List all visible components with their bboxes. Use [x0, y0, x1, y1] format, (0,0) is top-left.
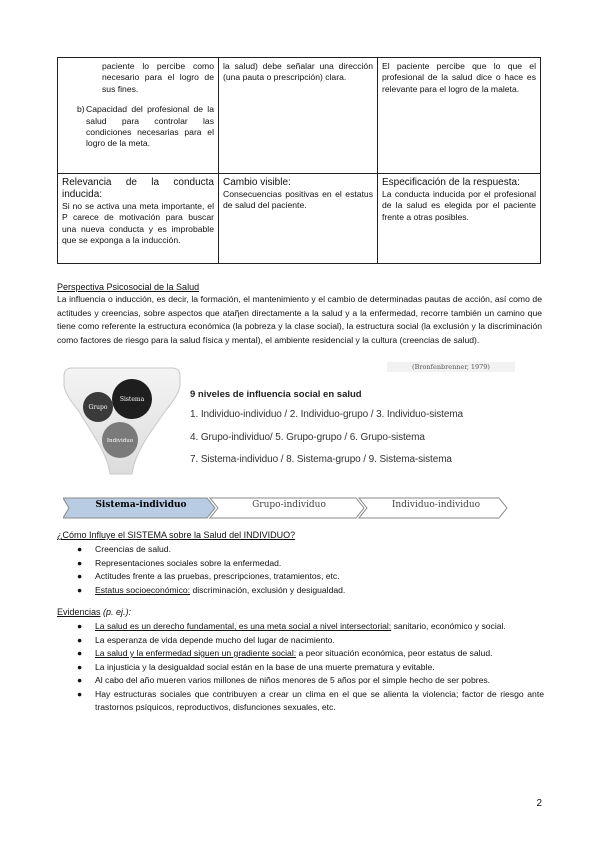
cell-text: la salud) debe señalar una dirección (una pauta o prescripción) clara. — [223, 61, 373, 83]
bullet-icon: ● — [77, 571, 83, 581]
section-title: Perspectiva Psicosocial de la Salud — [57, 282, 200, 292]
funnel-diagram — [62, 364, 182, 482]
table-cell — [58, 58, 219, 174]
table-cell — [219, 58, 378, 174]
cell-text: Consecuencias positivas en el estatus de salud del paciente. — [223, 189, 373, 211]
list-item: ● Hay estructuras sociales que contribuyen a crear un clima en el que se alienta la violencia; factor de riesgo ante trastornos psíquicos, reproductivos, disfunciones sexuales, etc. — [77, 688, 544, 712]
item-text: Capacidad del profesional de la salud para controlar las condiciones necesarias para el logro de la meta. — [86, 104, 214, 149]
bullet-icon: ● — [77, 544, 83, 554]
table-cell — [58, 174, 219, 264]
cell-heading: Cambio visible: — [223, 177, 291, 188]
evidence-title: Evidencias (p. ej.): — [57, 607, 132, 617]
table-cell — [219, 174, 378, 264]
bullet-icon: ● — [77, 688, 83, 699]
evidence-list — [75, 620, 544, 715]
system-label: Sistema — [119, 396, 145, 403]
influence-figure — [62, 362, 535, 484]
comparison-table — [57, 57, 541, 264]
bullet-icon: ● — [77, 621, 83, 631]
cell-text: El paciente percibe que lo que el profesional de la salud dice o hace es relevante para el logro de la maleta. — [382, 61, 536, 94]
system-influence-list — [75, 543, 540, 597]
levels-line-3: 7. Sistema-individuo / 8. Sistema-grupo / 9. Sistema-sistema — [190, 454, 452, 465]
bullet-icon: ● — [77, 661, 83, 672]
list-item: ● Actitudes frente a las pruebas, prescripciones, tratamientos, etc. — [75, 570, 540, 584]
list-item: ● Al cabo del año mueren varios millones de niños menores de 5 años por el simple hecho de ser pobres. — [75, 674, 544, 688]
bullet-icon: ● — [77, 584, 83, 595]
intro-paragraph: La influencia o inducción, es decir, la formación, el mantenimiento y el cambio de determinadas pautas de acción, así como de actitudes y creencias, sobre aspectos que ataῆen directamente a la salud y a la enfermedad, recorre también un camino que tiene como referente la estructura económica (la pobreza y la clase social), la estructura social (la exclusión y la discriminación como factores de riesgo para la salud física y mental), el ambiente residencial y la cultura (creencias de salud). — [57, 294, 542, 345]
list-item: ● La salud es un derecho fundamental, es una meta social a nivel intersectorial: sanitario, económico y social. — [75, 620, 544, 634]
bullet-icon: ● — [77, 675, 83, 685]
table-row — [58, 174, 541, 264]
table-cell — [378, 58, 541, 174]
figure-caption: (Bronfenbrenner, 1979) — [387, 362, 515, 372]
bullet-icon: ● — [77, 648, 83, 658]
levels-line-2: 4. Grupo-individuo/ 5. Grupo-grupo / 6. Grupo-sistema — [190, 432, 425, 443]
chevron-label-3: Individuo-individuo — [391, 500, 481, 510]
cell-heading: Especificación de la respuesta: — [382, 177, 520, 188]
list-item — [62, 104, 214, 150]
cell-heading: Relevancia de la conducta inducida: — [62, 177, 214, 200]
list-item: ● Creencias de salud. — [75, 543, 540, 557]
chevron-band — [63, 497, 509, 519]
individual-label: Individuo — [106, 438, 134, 444]
figure-heading: 9 niveles de influencia social en salud — [190, 389, 362, 400]
cell-text: Si no se activa una meta importante, el P carece de motivación para buscar una nueva conducta y es improbable que se exponga a la inducción. — [62, 201, 214, 246]
cell-text: paciente lo percibe como necesario para el logro de sus fines. — [102, 61, 214, 94]
table-cell — [378, 174, 541, 264]
chevron-label-1: Sistema-individuo — [95, 500, 187, 510]
group-label: Grupo — [88, 404, 108, 411]
list-item: ● La salud y la enfermedad siguen un gradiente social: a peor situación económica, peor estatus de salud. — [75, 647, 544, 661]
bullet-icon: ● — [77, 634, 83, 645]
list-item: ● La injusticia y la desigualdad social están en la base de una muerte prematura y evitable. — [75, 661, 544, 675]
question-title: ¿Cómo Influye el SISTEMA sobre la Salud del INDIVIDUO? — [57, 530, 296, 540]
bullet-icon: ● — [77, 557, 83, 568]
item-label: b) — [77, 104, 85, 115]
table-row — [58, 58, 541, 174]
levels-line-1: 1. Individuo-individuo / 2. Individuo-grupo / 3. Individuo-sistema — [190, 409, 464, 420]
cell-text: La conducta inducida por el profesional de la salud es elegida por el paciente frente a otras posibles. — [382, 189, 536, 222]
chevron-label-2: Grupo-individuo — [252, 500, 326, 510]
list-item: ● Estatus socioeconómico: discriminación, exclusión y desigualdad. — [75, 584, 540, 598]
list-item: ● La esperanza de vida depende mucho del lugar de nacimiento. — [75, 634, 544, 648]
list-item: ● Representaciones sociales sobre la enfermedad. — [75, 557, 540, 571]
page-number: 2 — [536, 798, 542, 809]
